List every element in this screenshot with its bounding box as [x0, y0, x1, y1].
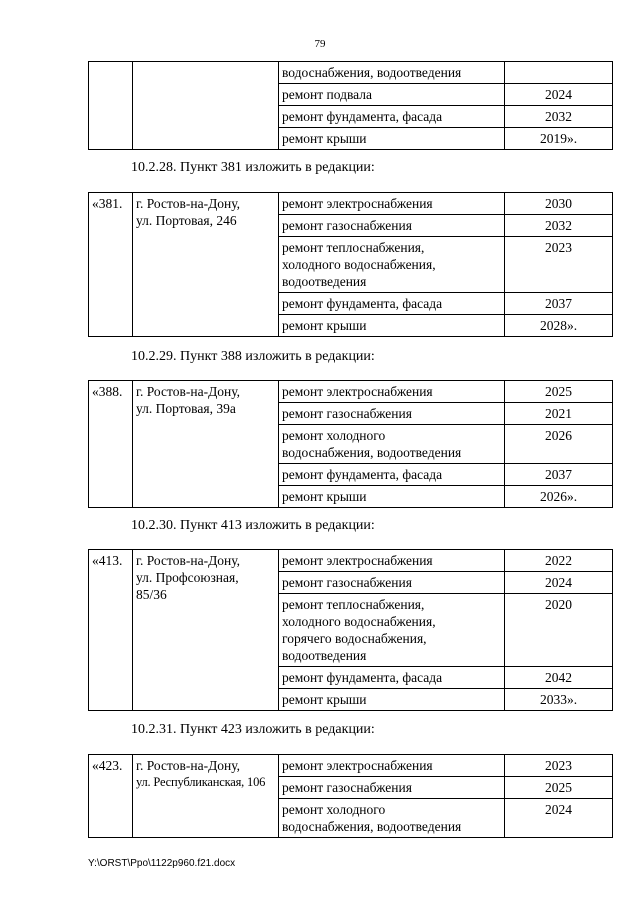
- year-cell: 2021: [505, 403, 613, 425]
- year-cell: 2030: [505, 193, 613, 215]
- year-cell: 2032: [505, 215, 613, 237]
- work-cell: ремонт подвала: [279, 84, 505, 106]
- work-cell: ремонт крыши: [279, 689, 505, 711]
- year-cell: 2020: [505, 594, 613, 667]
- table-row: [89, 193, 613, 215]
- work-cell: ремонт газоснабжения: [279, 572, 505, 594]
- work-cell: [279, 425, 505, 464]
- year-cell: 2028».: [505, 315, 613, 337]
- table-row: [89, 62, 613, 84]
- year-cell: 2037: [505, 293, 613, 315]
- section-heading: 10.2.29. Пункт 388 изложить в редакции:: [131, 349, 375, 364]
- address-line: 85/36: [136, 587, 167, 602]
- file-path-footer: Y:\ORST\Ppo\1122p960.f21.docx: [88, 858, 236, 869]
- work-line: горячего водоснабжения,: [282, 631, 427, 646]
- item-423-table: [88, 754, 613, 838]
- address-line: ул. Портовая, 246: [136, 213, 237, 228]
- work-line: холодного водоснабжения,: [282, 614, 436, 629]
- year-cell: [505, 62, 613, 84]
- item-number-cell: [89, 62, 133, 150]
- address-line: г. Ростов-на-Дону,: [136, 196, 241, 211]
- section-heading: 10.2.28. Пункт 381 изложить в редакции:: [131, 160, 375, 175]
- year-cell: 2022: [505, 550, 613, 572]
- continuation-table: [88, 61, 613, 150]
- year-cell: 2037: [505, 464, 613, 486]
- work-cell: ремонт газоснабжения: [279, 777, 505, 799]
- item-381-table: [88, 192, 613, 337]
- year-cell: 2024: [505, 799, 613, 838]
- year-cell: 2019».: [505, 128, 613, 150]
- work-line: водоотведения: [282, 648, 367, 663]
- work-cell: ремонт фундамента, фасада: [279, 106, 505, 128]
- year-cell: 2024: [505, 572, 613, 594]
- work-cell: ремонт газоснабжения: [279, 403, 505, 425]
- work-cell: ремонт крыши: [279, 315, 505, 337]
- work-line: ремонт холодного: [282, 802, 386, 817]
- address-line: г. Ростов-на-Дону,: [136, 553, 241, 568]
- work-line: ремонт холодного: [282, 428, 386, 443]
- address-line: ул. Профсоюзная,: [136, 570, 239, 585]
- work-line: ремонт теплоснабжения,: [282, 240, 425, 255]
- work-cell: водоснабжения, водоотведения: [279, 62, 505, 84]
- work-cell: ремонт фундамента, фасада: [279, 667, 505, 689]
- work-cell: ремонт фундамента, фасада: [279, 293, 505, 315]
- page-number: 79: [314, 38, 326, 50]
- work-line: водоснабжения, водоотведения: [282, 445, 462, 460]
- address-cell: [133, 193, 279, 337]
- work-line: ремонт теплоснабжения,: [282, 597, 425, 612]
- work-cell: ремонт электроснабжения: [279, 193, 505, 215]
- item-413-table: [88, 549, 613, 711]
- address-line: г. Ростов-на-Дону,: [136, 384, 241, 399]
- address-line: г. Ростов-на-Дону,: [136, 758, 241, 773]
- work-cell: [279, 237, 505, 293]
- section-heading: 10.2.31. Пункт 423 изложить в редакции:: [131, 722, 375, 737]
- item-number-cell: «388.: [89, 381, 133, 508]
- year-cell: 2033».: [505, 689, 613, 711]
- year-cell: 2026».: [505, 486, 613, 508]
- address-cell: [133, 62, 279, 150]
- year-cell: 2026: [505, 425, 613, 464]
- work-line: холодного водоснабжения,: [282, 257, 436, 272]
- year-cell: 2032: [505, 106, 613, 128]
- year-cell: 2042: [505, 667, 613, 689]
- item-number-cell: «381.: [89, 193, 133, 337]
- work-cell: ремонт электроснабжения: [279, 550, 505, 572]
- address-line: ул. Республиканская, 106: [136, 775, 266, 789]
- address-cell: [133, 550, 279, 711]
- work-cell: ремонт крыши: [279, 128, 505, 150]
- work-cell: ремонт электроснабжения: [279, 381, 505, 403]
- year-cell: 2025: [505, 381, 613, 403]
- work-cell: ремонт газоснабжения: [279, 215, 505, 237]
- year-cell: 2025: [505, 777, 613, 799]
- item-number-cell: «423.: [89, 755, 133, 838]
- section-heading: 10.2.30. Пункт 413 изложить в редакции:: [131, 518, 375, 533]
- work-line: водоснабжения, водоотведения: [282, 819, 462, 834]
- year-cell: 2023: [505, 755, 613, 777]
- address-line: ул. Портовая, 39а: [136, 401, 236, 416]
- work-cell: ремонт фундамента, фасада: [279, 464, 505, 486]
- work-line: водоотведения: [282, 274, 367, 289]
- work-cell: ремонт электроснабжения: [279, 755, 505, 777]
- work-cell: ремонт крыши: [279, 486, 505, 508]
- work-cell: [279, 799, 505, 838]
- table-row: [89, 381, 613, 403]
- item-388-table: [88, 380, 613, 508]
- work-cell: [279, 594, 505, 667]
- table-row: [89, 755, 613, 777]
- address-cell: [133, 755, 279, 838]
- address-cell: [133, 381, 279, 508]
- table-row: [89, 550, 613, 572]
- year-cell: 2024: [505, 84, 613, 106]
- item-number-cell: «413.: [89, 550, 133, 711]
- year-cell: 2023: [505, 237, 613, 293]
